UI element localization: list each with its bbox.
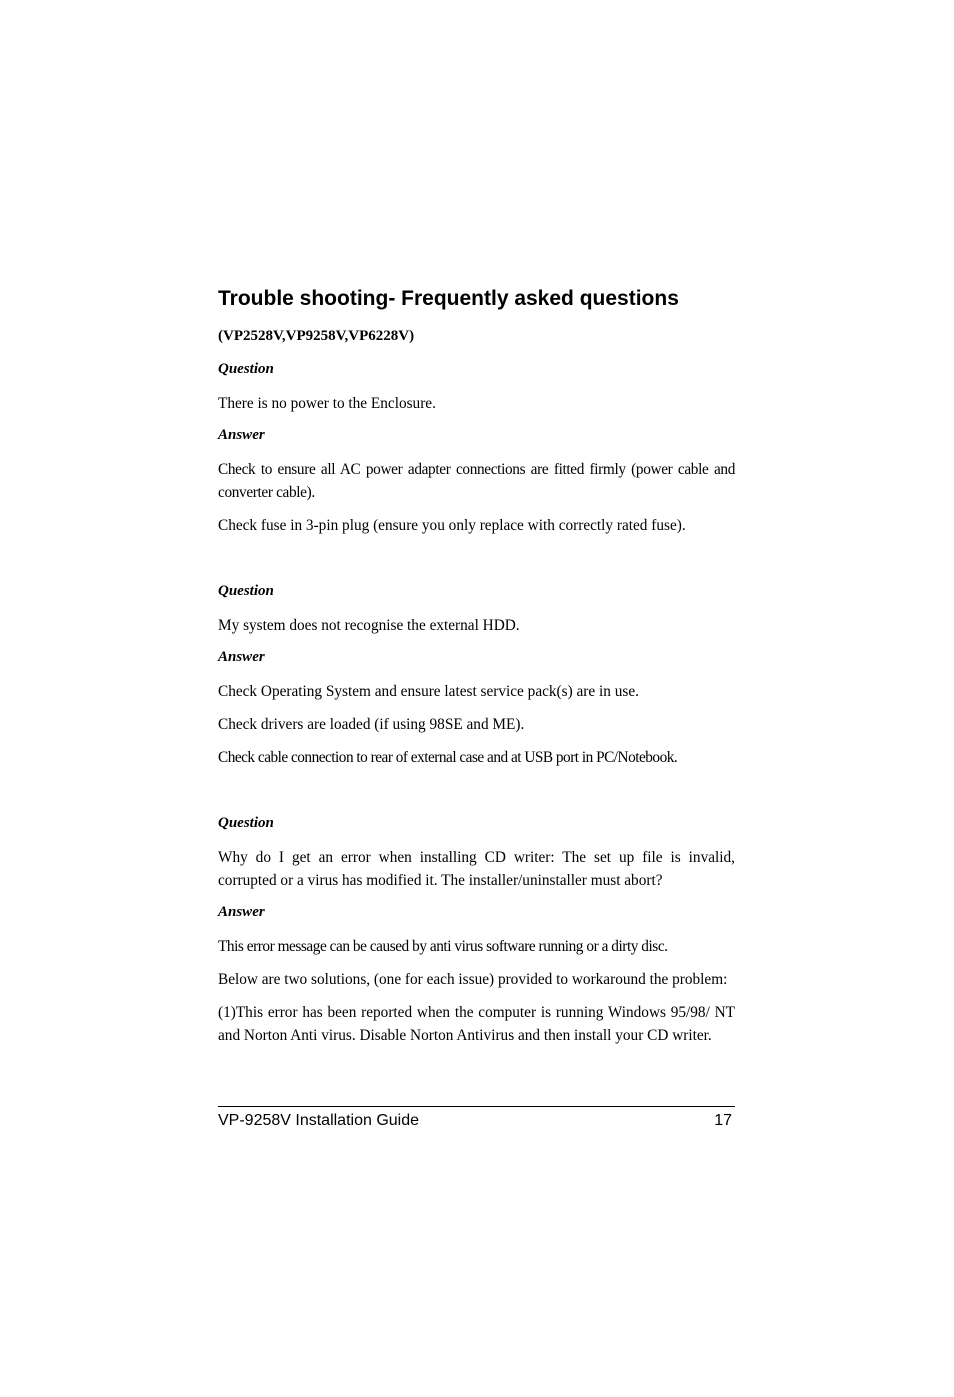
answer-label: Answer (218, 904, 265, 920)
question-label: Question (218, 361, 274, 377)
faq-item (218, 813, 735, 1057)
answer-text: (1)This error has been reported when the computer is running Windows 95/98/ NT and Norton Anti virus. Disable Norton Antivirus and then install your CD writer. (218, 1004, 735, 1044)
question-text: There is no power to the Enclosure. (218, 395, 436, 412)
answer-label: Answer (218, 649, 265, 665)
footer-guide-title: VP-9258V Installation Guide (218, 1112, 420, 1129)
answer-text: Check Operating System and ensure latest service pack(s) are in use. (218, 683, 639, 700)
question-label: Question (218, 583, 274, 599)
answer-text: Check drivers are loaded (if using 98SE and ME). (218, 716, 525, 733)
answer-text: This error message can be caused by anti virus software running or a dirty disc. (218, 938, 668, 955)
answer-text: Check cable connection to rear of external case and at USB port in PC/Notebook. (218, 749, 678, 766)
document-page (218, 0, 735, 1397)
faq-item (218, 359, 735, 547)
page-title: Trouble shooting- Frequently asked questions (218, 287, 679, 310)
faq-item (218, 581, 735, 779)
answer-text: Check fuse in 3-pin plug (ensure you only replace with correctly rated fuse). (218, 517, 686, 534)
question-text: My system does not recognise the external HDD. (218, 617, 520, 634)
answer-text: Check to ensure all AC power adapter connections are fitted firmly (power cable and converter cable). (218, 461, 735, 501)
model-list: (VP2528V,VP9258V,VP6228V) (218, 328, 415, 344)
question-label: Question (218, 815, 274, 831)
answer-label: Answer (218, 427, 265, 443)
answer-text: Below are two solutions, (one for each issue) provided to workaround the problem: (218, 971, 728, 988)
question-text: Why do I get an error when installing CD writer: The set up file is invalid, corrupted or a virus has modified it. The installer/uninstaller must abort? (218, 849, 735, 889)
page-number: 17 (714, 1112, 732, 1129)
footer-divider (218, 1106, 735, 1107)
